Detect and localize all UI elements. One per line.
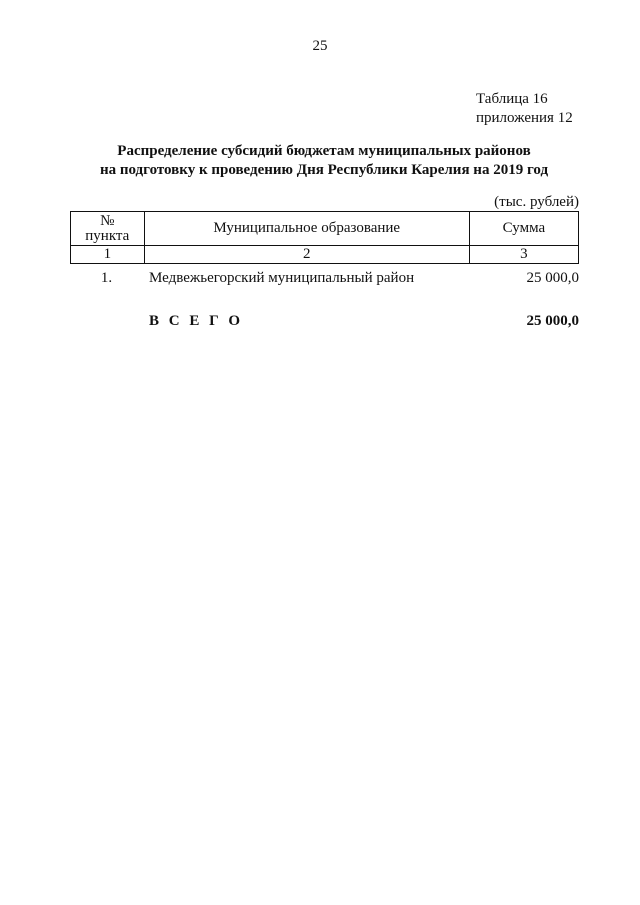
- page-number: 25: [312, 38, 328, 54]
- header-num: [71, 212, 145, 246]
- column-number-3: 3: [469, 246, 578, 264]
- title-line1: Распределение субсидий бюджетам муниципальных районов: [117, 143, 531, 159]
- row-name: Медвежьегорский муниципальный район: [149, 270, 415, 286]
- table-ref-line2: приложения 12: [476, 110, 573, 126]
- subsidy-table-header: [70, 211, 579, 264]
- row-sum: 25 000,0: [526, 270, 579, 286]
- header-num-line1: №: [100, 212, 115, 229]
- document-title: [60, 142, 588, 180]
- column-number-2: 2: [144, 246, 469, 264]
- header-num-line2: пункта: [85, 227, 130, 244]
- header-sum: Сумма: [469, 212, 578, 246]
- table-ref-line1: Таблица 16: [476, 91, 548, 107]
- column-number-row: [71, 246, 579, 264]
- units-label: (тыс. рублей): [494, 194, 579, 210]
- table-reference: [476, 90, 573, 128]
- header-name: Муниципальное образование: [144, 212, 469, 246]
- total-label: В С Е Г О: [149, 313, 244, 329]
- header-row: [71, 212, 579, 246]
- title-line2: на подготовку к проведению Дня Республики Карелия на 2019 год: [99, 162, 549, 178]
- column-number-1: 1: [71, 246, 145, 264]
- row-num: 1.: [100, 270, 113, 286]
- total-sum: 25 000,0: [526, 313, 579, 329]
